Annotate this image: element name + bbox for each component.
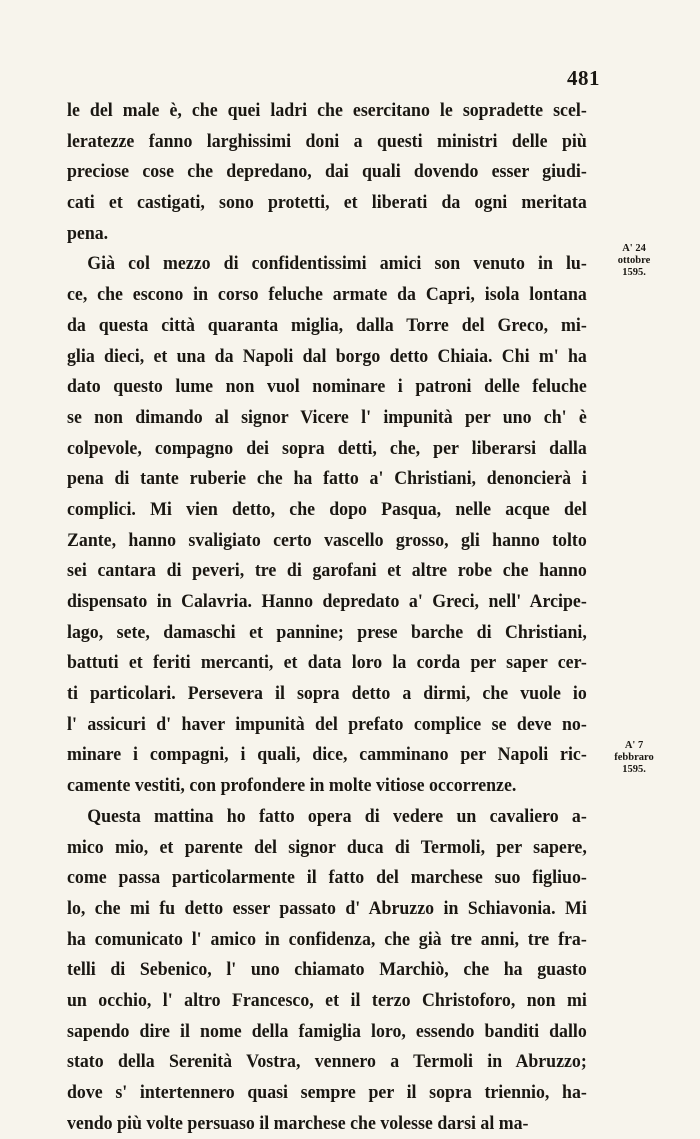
- text-line: cati et castigati, sono protetti, et liberati da ogni meritata: [67, 192, 587, 214]
- paragraph: [67, 802, 587, 1139]
- text-line: mico mio, et parente del signor duca di Termoli, per sapere,: [67, 836, 587, 858]
- text-line: pena di tante ruberie che ha fatto a' Christiani, denoncierà i: [67, 468, 587, 490]
- text-line: sapendo dire il nome della famiglia loro, essendo banditi dallo: [67, 1020, 587, 1042]
- paragraph: [67, 249, 587, 801]
- text-line: lo, che mi fu detto esser passato d' Abruzzo in Schiavonia. Mi: [67, 897, 587, 919]
- text-line: telli di Sebenico, l' uno chiamato Marchiò, che ha guasto: [67, 959, 587, 981]
- text-line: Questa mattina ho fatto opera di vedere un cavaliero a-: [87, 805, 587, 827]
- text-line: sei cantara di peveri, tre di garofani et altre robe che hanno: [67, 560, 587, 582]
- text-line: dato questo lume non vuol nominare i patroni delle feluche: [67, 376, 587, 398]
- text-body: [67, 96, 587, 1139]
- margin-note-month: ottobre: [617, 255, 651, 266]
- margin-note-date: [602, 243, 666, 279]
- text-line: complici. Mi vien detto, che dopo Pasqua, nelle acque del: [67, 498, 587, 520]
- text-line: dispensato in Calavria. Hanno depredato a' Greci, nell' Arcipe-: [67, 591, 587, 612]
- text-line: vendo più volte persuaso il marchese che volesse darsi al ma-: [67, 1112, 529, 1134]
- text-line: Già col mezzo di confidentissimi amici son venuto in lu-: [87, 253, 587, 275]
- text-line: ha comunicato l' amico in confidenza, che già tre anni, tre fra-: [67, 928, 587, 950]
- text-line: un occhio, l' altro Francesco, et il terzo Christoforo, non mi: [67, 989, 587, 1011]
- text-line: minare i compagni, i quali, dice, camminano per Napoli ric-: [67, 744, 587, 766]
- margin-note-day: A' 24: [622, 243, 646, 254]
- text-line: colpevole, compagno dei sopra detti, che, per liberarsi dalla: [67, 437, 587, 459]
- text-line: leratezze fanno larghissimi doni a questi ministri delle più: [67, 130, 587, 152]
- text-line: le del male è, che quei ladri che esercitano le sopradette scel-: [67, 100, 587, 121]
- text-line: camente vestiti, con profondere in molte vitiose occorrenze.: [67, 775, 517, 797]
- margin-note-year: 1595.: [622, 267, 646, 278]
- margin-note-year: 1595.: [622, 764, 646, 775]
- text-line: pena.: [67, 222, 109, 244]
- text-line: preciose cose che depredano, dai quali dovendo esser giudi-: [67, 161, 587, 183]
- paragraph: [67, 96, 587, 249]
- text-line: glia dieci, et una da Napoli dal borgo detto Chiaia. Chi m' ha: [67, 345, 587, 367]
- text-line: come passa particolarmente il fatto del marchese suo figliuo-: [67, 867, 587, 889]
- page-number: 481: [567, 66, 600, 90]
- text-line: da questa città quaranta miglia, dalla Torre del Greco, mi-: [67, 314, 587, 336]
- margin-note-day: A' 7: [624, 740, 644, 751]
- margin-note-date: [602, 740, 666, 776]
- margin-note-month: febbraro: [614, 752, 654, 763]
- text-line: ti particolari. Persevera il sopra detto a dirmi, che vuole io: [67, 683, 587, 705]
- text-line: Zante, hanno svaligiato certo vascello grosso, gli hanno tolto: [67, 529, 587, 551]
- text-line: ce, che escono in corso feluche armate da Capri, isola lontana: [67, 284, 587, 306]
- text-line: lago, sete, damaschi et pannine; prese barche di Christiani,: [67, 621, 587, 643]
- text-line: battuti et feriti mercanti, et data loro la corda per saper cer-: [67, 652, 587, 674]
- text-line: dove s' intertennero quasi sempre per il sopra triennio, ha-: [67, 1082, 587, 1103]
- text-line: stato della Serenità Vostra, vennero a Termoli in Abruzzo;: [67, 1051, 587, 1073]
- text-line: l' assicuri d' haver impunità del prefato complice se deve no-: [67, 713, 587, 735]
- text-line: se non dimando al signor Vicere l' impunità per uno ch' è: [67, 406, 587, 428]
